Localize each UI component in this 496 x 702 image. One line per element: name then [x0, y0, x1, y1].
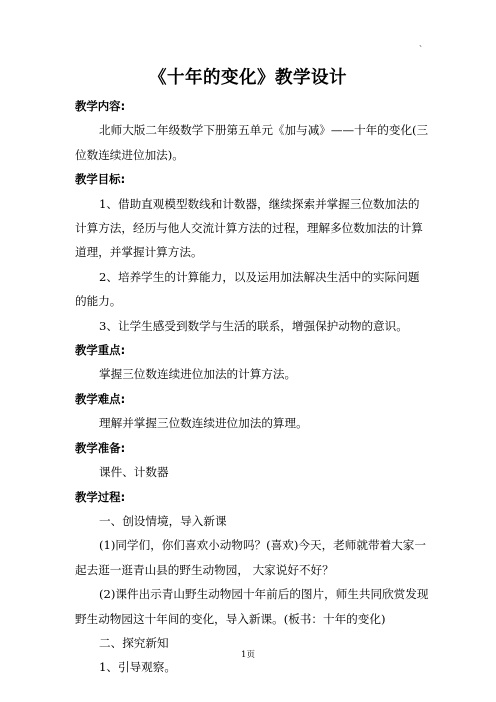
document-body: [75, 94, 430, 680]
process-step-1: 一、创设情境，导入新课: [99, 513, 227, 528]
process-step-2-1: 1、引导观察。: [99, 660, 176, 675]
section-heading-goals: 教学目标:: [75, 172, 126, 187]
section-heading-process: 教学过程:: [75, 489, 126, 504]
section-heading-difficulty: 教学难点:: [75, 391, 126, 406]
preparation-text: 课件、计数器: [99, 465, 169, 480]
process-step-1-1: (1)同学们，你们喜欢小动物吗？(喜欢)今天，老师就带着大家一起去逛一逛青山县的野生动物园， 大家说好不好？: [75, 538, 426, 577]
section-heading-content: 教学内容:: [75, 99, 126, 113]
goal-3: 3、让学生感受到数学与生活的联系，增强保护动物的意识。: [99, 318, 408, 333]
header-mark: 、: [419, 39, 427, 48]
key-point-text: 掌握三位数连续进位加法的计算方法。: [99, 367, 297, 382]
goal-2: 2、培养学生的计算能力，以及运用加法解决生活中的实际问题的能力。: [75, 269, 420, 309]
document-title: 《十年的变化》教学设计: [149, 68, 347, 88]
difficulty-text: 理解并掌握三位数连续进位加法的算理。: [99, 416, 308, 431]
process-step-2: 二、探究新知: [99, 635, 169, 650]
section-heading-preparation: 教学准备:: [75, 440, 126, 455]
goal-1: 1、借助直观模型数线和计数器，继续探索并掌握三位数加法的计算方法，经历与他人交流计算方法的过程，理解多位数加法的计算道理，并掌握计算方法。: [75, 196, 423, 260]
section-heading-key-point: 教学重点:: [75, 343, 126, 358]
page-number: 1页: [241, 650, 255, 660]
content-text: 北师大版二年级数学下册第五单元《加与减》——十年的变化(三位数连续进位加法)。: [75, 123, 429, 162]
process-step-1-2: (2)课件出示青山野生动物园十年前后的图片，师生共同欣赏发现野生动物园这十年间的变化，导入新课。(板书：十年的变化): [75, 587, 429, 626]
